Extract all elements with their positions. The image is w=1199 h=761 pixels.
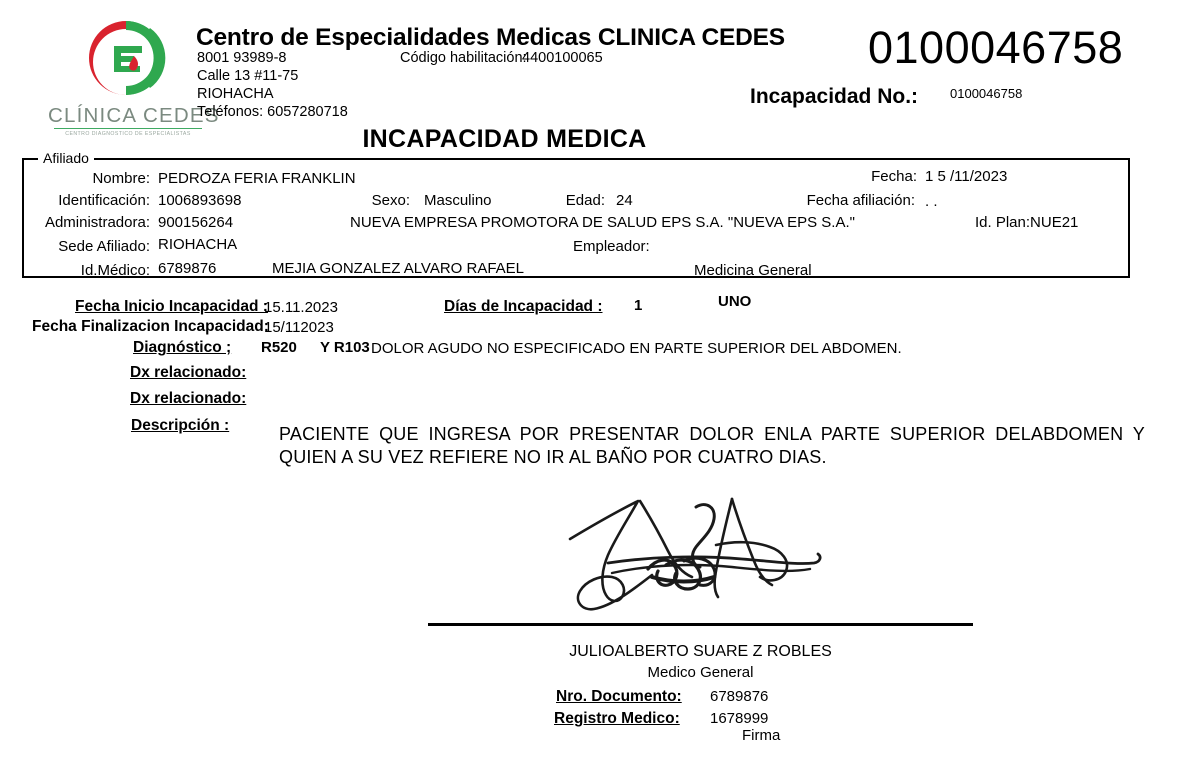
- nro-documento-value: 6789876: [710, 688, 769, 705]
- document-number-large: 0100046758: [868, 22, 1124, 73]
- incapacidad-no-value: 0100046758: [950, 86, 1023, 101]
- fecha-afiliacion-value: . .: [925, 193, 938, 210]
- diagnostico-code: R520: [261, 339, 297, 356]
- doctor-name: JULIOALBERTO SUARE Z ROBLES: [569, 643, 832, 660]
- identificacion-label: Identificación:: [58, 192, 150, 209]
- fecha-inicio-incapacidad-value: 15.11.2023: [264, 299, 338, 316]
- fecha-inicio-incapacidad-label: Fecha Inicio Incapacidad :: [75, 298, 268, 315]
- codigo-habilitacion-label: Código habilitación:: [400, 50, 527, 66]
- fecha-finalizacion-value: 15/112023: [264, 319, 334, 336]
- sexo-label: Sexo:: [371, 192, 410, 209]
- sede-afiliado-label: Sede Afiliado:: [58, 238, 150, 255]
- incapacidad-no-label: Incapacidad No.:: [750, 85, 919, 108]
- clinic-name: Centro de Especialidades Medicas CLINICA CEDES: [196, 24, 785, 51]
- especialidad-value: Medicina General: [694, 262, 812, 279]
- diagnostico-label: Diagnóstico ;: [133, 339, 232, 356]
- descripcion-value: PACIENTE QUE INGRESA POR PRESENTAR DOLOR ENLA PARTE SUPERIOR DELABDOMEN Y QUIEN A SU VEZ REFIERE NO IR AL BAÑO POR CUATRO DIAS.: [279, 424, 1145, 467]
- fecha-label: Fecha:: [871, 168, 917, 185]
- nro-documento-label: Nro. Documento:: [556, 688, 682, 705]
- id-plan-value: Id. Plan:NUE21: [975, 214, 1079, 231]
- fecha-afiliacion-label: Fecha afiliación:: [806, 192, 915, 209]
- dx-relacionado-label-2: Dx relacionado:: [130, 390, 247, 407]
- dias-incapacidad-words: UNO: [718, 293, 752, 310]
- dx-relacionado-label-1: Dx relacionado:: [130, 364, 247, 381]
- clinic-city: RIOHACHA: [197, 86, 274, 102]
- clinic-logo: [48, 16, 220, 141]
- edad-label: Edad:: [565, 192, 605, 209]
- edad-value: 24: [616, 192, 633, 209]
- fecha-finalizacion-label: Fecha Finalizacion Incapacidad:: [32, 318, 269, 335]
- clinic-nit: 8001 93989-8: [197, 50, 287, 66]
- registro-medico-value: 1678999: [710, 710, 769, 727]
- clinic-address: Calle 13 #11-75: [197, 68, 299, 84]
- dias-incapacidad-label: Días de Incapacidad :: [444, 298, 603, 315]
- fecha-value: 1 5 /11/2023: [925, 168, 1008, 185]
- signature-divider: [428, 623, 973, 626]
- clinic-logo-icon: [84, 16, 168, 100]
- clinic-phones: Teléfonos: 6057280718: [197, 104, 348, 120]
- empleador-label: Empleador:: [573, 238, 650, 255]
- nombre-label: Nombre:: [92, 170, 150, 187]
- diagnostico-code-secondary: Y R103: [320, 339, 370, 356]
- administradora-value: 900156264: [158, 214, 234, 231]
- id-medico-value: 6789876: [158, 260, 217, 277]
- handwritten-signature: [556, 485, 826, 620]
- registro-medico-label: Registro Medico:: [554, 710, 680, 727]
- identificacion-value: 1006893698: [158, 192, 242, 209]
- medico-nombre-value: MEJIA GONZALEZ ALVARO RAFAEL: [272, 260, 525, 277]
- eps-nombre-value: NUEVA EMPRESA PROMOTORA DE SALUD EPS S.A. "NUEVA EPS S.A.": [350, 214, 855, 231]
- diagnostico-text: DOLOR AGUDO NO ESPECIFICADO EN PARTE SUPERIOR DEL ABDOMEN.: [371, 340, 902, 357]
- codigo-habilitacion-value: 4400100065: [522, 50, 603, 66]
- clinic-logo-tagline: CENTRO DIAGNOSTICO DE ESPECIALISTAS: [65, 131, 191, 137]
- descripcion-label: Descripción :: [131, 417, 230, 434]
- doctor-title: Medico General: [647, 664, 754, 681]
- sexo-value: Masculino: [424, 192, 492, 209]
- sede-afiliado-value: RIOHACHA: [158, 236, 238, 253]
- dias-incapacidad-value: 1: [634, 297, 643, 314]
- page-title: INCAPACIDAD MEDICA: [362, 125, 647, 153]
- firma-label: Firma: [742, 727, 781, 744]
- administradora-label: Administradora:: [44, 214, 150, 231]
- afiliado-legend: Afiliado: [38, 150, 94, 166]
- nombre-value: PEDROZA FERIA FRANKLIN: [158, 170, 356, 187]
- id-medico-label: Id.Médico:: [80, 262, 150, 279]
- clinic-logo-wordmark: CLÍNICA CEDES: [48, 104, 220, 127]
